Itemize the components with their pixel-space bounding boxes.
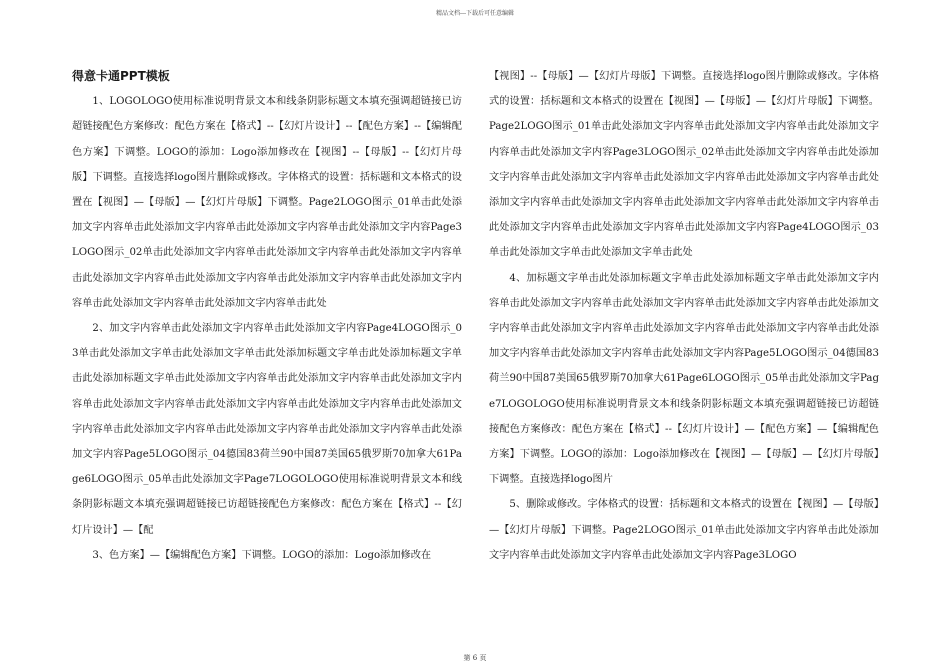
document-title: 得意卡通PPT模板: [72, 69, 170, 83]
paragraph-3-continued: 【视图】--【母版】—【幻灯片母版】下调整。直接选择logo图片删除或修改。字体格式的设置：括标题和文本格式的设置在【视图】—【母版】—【幻灯片母版】下调整。Page2LOGO图示_01单击此处添加文字内容单击此处添加文字内容单击此处添加文字内容单击此处添加文字内容Page3LOGO图示_02单击此处添加文字内容单击此处添加文字内容单击此处添加文字内容单击此处添加文字内容单击此处添加文字内容单击此处添加文字内容单击此处添加文字内容单击此处添加文字内容单击此处添加文字内容单击此处添加文字内容单击此处添加文字内容单击此处添加文字内容Page4LOGO图示_03单击此处添加文字单击此处添加文字单击此处: [489, 71, 879, 259]
paragraph-2: 2、加文字内容单击此处添加文字内容单击此处添加文字内容Page4LOGO图示_03单击此处添加文字单击此处添加文字单击此处添加标题文字单击此处添加标题文字单击此处添加标题文字单击此处添加文字内容单击此处添加文字内容单击此处添加文字内容单击此处添加文字内容单击此处添加文字内容单击此处添加文字内容单击此处添加文字内容单击此处添加文字内容单击此处添加文字内容单击此处添加文字内容单击此处添加文字内容Page5LOGO图示_04德国83荷兰90中国87美国65俄罗斯70加拿大61Page6LOGO图示_05单击此处添加文字Page7LOGOLOGO使用标准说明背景文本和线条阴影标题文本填充强调超链接已访超链接配色方案修改：配色方案在【格式】--【幻灯片设计】—【配: [72, 323, 462, 536]
left-column: [72, 64, 462, 568]
page-header-note: 精品文档---下载后可任意编辑: [435, 10, 515, 17]
paragraph-1: 1、LOGOLOGO使用标准说明背景文本和线条阴影标题文本填充强调超链接已访超链接配色方案修改：配色方案在【格式】--【幻灯片设计】--【配色方案】--【编辑配色方案】下调整。LOGO的添加：Logo添加修改在【视图】--【母版】--【幻灯片母版】下调整。直接选择logo图片删除或修改。字体格式的设置：括标题和文本格式的设置在【视图】—【母版】—【幻灯片母版】下调整。Page2LOGO图示_01单击此处添加文字内容单击此处添加文字内容单击此处添加文字内容单击此处添加文字内容Page3LOGO图示_02单击此处添加文字内容单击此处添加文字内容单击此处添加文字内容单击此处添加文字内容单击此处添加文字内容单击此处添加文字内容单击此处添加文字内容单击此处添加文字内容单击此处添加文字内容单击此处: [72, 96, 462, 309]
right-column: [489, 64, 879, 568]
paragraph-3: 3、色方案】—【编辑配色方案】下调整。LOGO的添加：Logo添加修改在: [92, 549, 432, 561]
paragraph-4: 4、加标题文字单击此处添加标题文字单击此处添加标题文字单击此处添加文字内容单击此处添加文字内容单击此处添加文字内容单击此处添加文字内容单击此处添加文字内容单击此处添加文字内容单击此处添加文字内容单击此处添加文字内容单击此处添加文字内容单击此处添加文字内容单击此处添加文字内容Page5LOGO图示_04德国83荷兰90中国87美国65俄罗斯70加拿大61Page6LOGO图示_05单击此处添加文字Page7LOGOLOGO使用标准说明背景文本和线条阴影标题文本填充强调超链接已访超链接配色方案修改：配色方案在【格式】--【幻灯片设计】—【配色方案】—【编辑配色方案】下调整。LOGO的添加：Logo添加修改在【视图】—【母版】—【幻灯片母版】下调整。直接选择logo图片: [489, 272, 879, 486]
page-number: 第 6 页: [463, 654, 487, 662]
paragraph-5: 5、删除或修改。字体格式的设置：括标题和文本格式的设置在【视图】—【母版】—【幻灯片母版】下调整。Page2LOGO图示_01单击此处添加文字内容单击此处添加文字内容单击此处添加文字内容单击此处添加文字内容Page3LOGO: [489, 499, 879, 561]
